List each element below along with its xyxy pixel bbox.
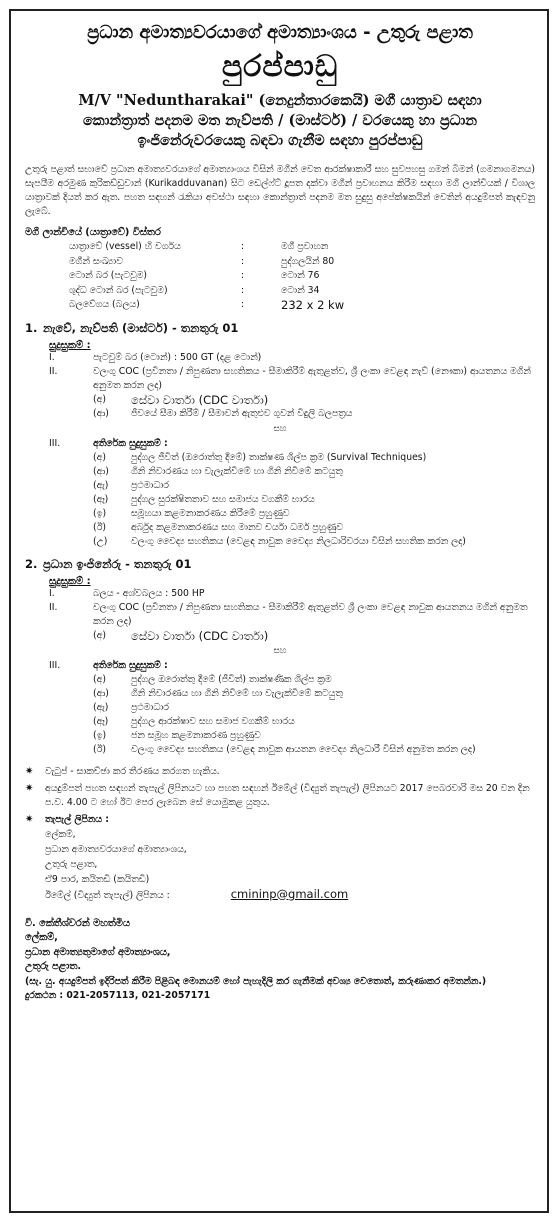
requirement-text: පැටවුම් බර (ටොන්) : 500 GT (දළ ටොන්)	[93, 351, 262, 363]
sub-letter: (ආ)	[93, 687, 109, 699]
signatory-role: ලේකම්,	[25, 932, 58, 943]
sub-letter: (ඇ)	[93, 479, 109, 491]
roman-numeral: I.	[49, 351, 55, 363]
requirement-text: වලංගු COC (ප්‍රවීනතා / නිපුණතා සහතිකය - සීමාකිරීම් ඇතුළත්ව, ශ්‍රී ලංකා වෙළඳ නැව් (නෞකා) ආයතනය මගින් අනුමත කරන ලද)	[93, 365, 531, 391]
position-title: ප්‍රධාන ඉංජිනේරු - තනතුරු 01	[43, 556, 192, 571]
requirement-item	[49, 601, 535, 629]
asterisk-icon: ✷	[25, 765, 34, 777]
asterisk-icon: ✷	[25, 813, 34, 825]
sub-text: සමූහයා කළමනාකරණය කිරීමේ ප්‍රහුණුව	[131, 507, 290, 519]
position-title: නැවේ, නැව්පති (මාස්ටර්) - තනතුරු 01	[43, 320, 239, 335]
sub-item	[93, 407, 535, 421]
title-line-3: ඉංජිනේරුවරයෙකු බඳවා ගැනීම සඳහා පුරප්පාඩු	[137, 132, 423, 149]
roman-numeral: II.	[49, 365, 58, 377]
sub-item	[93, 507, 535, 521]
spec-key: බලවේගය (බලය)	[69, 299, 140, 310]
spec-colon: :	[241, 284, 245, 296]
sub-letter: (ආ)	[93, 465, 109, 477]
spec-row	[69, 269, 535, 284]
spec-key: ටොන් බර (පැටවුම)	[69, 270, 147, 281]
position-number: 2.	[25, 556, 38, 571]
requirement-item	[49, 587, 535, 601]
spec-colon: :	[241, 270, 245, 281]
sub-letter: (ඉ)	[93, 507, 107, 519]
sub-text: සේවා වාර්තා (CDC වාර්තා)	[131, 392, 269, 407]
qualifications-label: සුදුසුකම් :	[49, 575, 91, 587]
roman-numeral: III.	[49, 437, 61, 449]
postal-address-note	[25, 813, 535, 827]
sub-item	[93, 687, 535, 701]
roman-numeral: II.	[49, 601, 58, 613]
title-line-1: M/V "Neduntharakai" (නෙදුන්තාරකෙයි) මගී යාත්‍රාව සඳහා	[78, 92, 482, 109]
sub-item	[93, 493, 535, 507]
spec-value: මගී ප්‍රවාහන	[281, 241, 329, 252]
requirement-item	[49, 437, 535, 451]
spec-value: පුද්ගලයින් 80	[281, 255, 335, 267]
requirement-text: අතිරේක සුදුසුකම් :	[93, 437, 168, 449]
spec-colon: :	[241, 241, 245, 252]
sub-text: ප්‍රථමාධාර	[131, 479, 169, 491]
sub-letter: (අ)	[93, 673, 106, 685]
sub-item	[93, 451, 535, 465]
sub-text: ජීවයේ සීමා කිරීම් / සීමාවන් ඇතුළුව ගුවන් විදුලි බලපත්‍රය	[131, 407, 353, 419]
sub-letter: (ඊ)	[93, 743, 106, 755]
address-line: ලේකම්,	[45, 828, 76, 840]
sub-item	[93, 701, 535, 715]
sub-text: වලංගු වෛද්‍ය සහතිකය (වෙළඳ නාවුක ආයතන වෛද්‍ය නිලධාරී විසින් අනුමත කරන ලද)	[131, 743, 476, 755]
sub-letter: (ආ)	[93, 407, 109, 419]
roman-numeral: I.	[49, 587, 55, 599]
sub-item	[93, 393, 535, 407]
sub-text: වලංගු වෛද්‍ය සහතිකය (වෙළඳ නාවුක වෛද්‍ය නිලධාරිවරයා විසින් සහතික කරන ලද)	[131, 535, 466, 547]
sub-item	[93, 629, 535, 643]
vessel-specs	[69, 240, 535, 313]
sub-letter: (ඈ)	[93, 493, 109, 505]
spec-row	[69, 284, 535, 299]
requirement-text: වලංගු COC (ප්‍රවීනතා / නිපුණතා සහතිකය - සීමාකිරීම් ඇතුළත්ව ශ්‍රී ලංකා වෙළඳ නාවුක ආයතනය මගින් අනුමත කරන ලද)	[93, 601, 528, 627]
email-line	[45, 887, 535, 903]
sub-letter: (ඇ)	[93, 701, 109, 713]
asterisk-icon: ✷	[25, 782, 34, 794]
requirement-item	[49, 659, 535, 673]
spec-colon: :	[241, 255, 245, 267]
sub-text: ගිනි නිවාරණය හා ගිනි නිවීමේ හා වැලැක්වීමේ කටයුතු	[131, 687, 343, 699]
sub-text: ජන සමූහ කළමනාකරණ ප්‍රහුණුව	[131, 729, 261, 741]
roman-numeral: III.	[49, 659, 61, 671]
spec-colon: :	[241, 299, 245, 310]
spec-key: යාත්‍රාවේ (vessel) හි වර්ගය	[69, 241, 181, 252]
note-text: අයදුම්පත් පහත සඳහන් තැපැල් ලිපිනයට හා පහත සඳහන් ඊමේල් (විද්‍යුත් තැපැල්) ලිපිනයට 2017 පෙබරවාරි මස 20 වන දින ප.ව. 4.00 ට හෝ ඊට පෙර ලැබෙන සේ යොමුකළ යුතුය.	[45, 782, 530, 808]
address-line: ඒ9 පාර, කයිතඩි (කයිතඩි)	[45, 873, 150, 885]
signatory-region: උතුරු පළාත.	[25, 961, 82, 972]
sub-text: පුද්ගල ජීවිත් (ඔරොත්තු දීමේ) තාක්ෂණ ශිල්ප ක්‍රම (Survival Techniques)	[131, 451, 427, 463]
spec-row	[69, 255, 535, 270]
intro-paragraph: උතුරු පළාත් සභාවේ ප්‍රධාන අමාත්‍යවරයාගේ අමාත්‍යාංශය විසින් මගීන් වෙත ආරක්ෂාකාරී සහ සුවපහසු ගමන් බිමන් (ගමනාගමනය) සැපයීම අරමුණ කුරිකඩ්ඩුවාන් (Kurikadduvanan) සිට ඩෙල්ෆ්ට් දූපත දක්වා මගීන් ප්‍රවාහනය කිරීම සඳහා මගී ලාන්චියක් / විශාල යාත්‍රාවක් දියත් කර ඇත. පහත සඳහන් රැකියා අවස්ථා සඳහා කොන්ත්‍රාත් පදනම මත සුදුසු අපේක්ෂකයින් වෙතින් අයදුම්පත් කැඳවනු ලැබේ.	[25, 164, 535, 217]
requirement-text: බලය - අශ්වබලය : 500 HP	[93, 587, 205, 599]
spec-key: මගීන් සංඛ්‍යාව	[69, 255, 123, 267]
signatory-org: ප්‍රධාන අමාත්‍යතුමාගේ අමාත්‍යාංශය,	[25, 946, 171, 958]
spec-value: ටොන් 76	[281, 270, 320, 281]
signature-block	[25, 917, 535, 975]
sub-item	[93, 743, 535, 757]
sub-item	[93, 673, 535, 687]
requirement-text: අතිරේක සුදුසුකම් :	[93, 659, 168, 671]
sub-text: අර්බුද කළමනාකරණය සහ මානව චර්යා ධර්ම ප්‍රහුණුව	[131, 521, 344, 533]
email-link[interactable]: cmininp@gmail.com	[230, 886, 349, 901]
sub-item	[93, 479, 535, 493]
inquiry-note: (සැ. යු. අයදුම්පත් ඉදිරිපත් කිරීම පිළිබඳ මොනයම් හෝ පැහැදිලි කර ගැනීමක් අවශ්‍ය වෙතොත්, කරුණාකර අමතන්න.)	[25, 975, 487, 987]
position-number: 1.	[25, 320, 38, 335]
note-text: වැටුප් - සාකච්ඡා කර තීරණය කරගත හැකිය.	[45, 765, 220, 777]
sub-item	[93, 535, 535, 549]
phone-numbers: දුරකථන : 021-2057113, 021-2057171	[25, 989, 211, 1001]
sub-text: ගිනි නිවාරණය හා වැලැක්වීමේ හා ගිනි නිවීමේ කටයුතු	[131, 465, 343, 477]
signatory-name: වී. කේතීශ්වරන් මහත්මිය	[25, 917, 130, 929]
vessel-details-heading: මගී ලාන්චියේ (යාත්‍රාවේ) විස්තර	[25, 227, 161, 238]
requirement-item	[49, 351, 535, 365]
address-line: උතුරු පළාත,	[45, 858, 98, 870]
address-line: ප්‍රධාන අමාත්‍යවරයාගේ අමාත්‍යාංශය,	[45, 843, 187, 855]
spec-value: ටොන් 34	[281, 284, 320, 296]
sub-letter: (උ)	[93, 535, 108, 547]
spec-key: ශුද්ධ ටොන් බර (පැටවුම)	[69, 284, 168, 296]
salary-note	[25, 765, 535, 779]
sub-letter: (ඉ)	[93, 729, 107, 741]
sub-item	[93, 521, 535, 535]
sub-letter: (අ)	[93, 451, 106, 463]
and-separator: සහ	[273, 423, 287, 434]
spec-value: 232 x 2 kw	[281, 298, 345, 312]
sub-text: පුද්ගල ආරක්ෂාව සහ සමාජ වගකීම් භාරය	[131, 715, 295, 727]
position-2-heading	[25, 557, 535, 572]
sub-item	[93, 715, 535, 729]
sub-letter: (ඊ)	[93, 521, 106, 533]
spec-row	[69, 298, 535, 313]
sub-letter: (අ)	[93, 393, 106, 405]
sub-text: සේවා වාර්තා (CDC වාර්තා)	[131, 628, 269, 643]
advertisement-page	[9, 9, 549, 1213]
sub-item	[93, 729, 535, 743]
qualifications-label: සුදුසුකම් :	[49, 339, 91, 351]
sub-text: පුද්ගල ඔරොත්තු දීමේ (ජීවිත්) තාක්ෂණික ශිල්ප ක්‍රම	[131, 673, 332, 685]
deadline-note	[25, 782, 535, 810]
sub-text: පුද්ගල සුරක්ෂිතතාව සහ සමාජය වගකීම් භාරය	[131, 493, 315, 505]
vacancies-heading: පුරප්පාඩු	[221, 49, 339, 84]
postal-address	[45, 827, 535, 903]
email-label: ඊමේල් (විද්‍යුත් තැපැල්) ලිපිනය :	[45, 889, 170, 901]
requirement-item	[49, 365, 535, 393]
sub-letter: (ඈ)	[93, 715, 109, 727]
ministry-heading: ප්‍රධාන අමාත්‍යවරයාගේ අමාත්‍යාංශය - උතුරු පළාත	[87, 22, 473, 43]
spec-row	[69, 240, 535, 255]
sub-letter: (අ)	[93, 629, 106, 641]
and-separator: සහ	[273, 645, 287, 656]
position-1-heading	[25, 321, 535, 336]
sub-text: ප්‍රථමාධාර	[131, 701, 169, 713]
sub-item	[93, 465, 535, 479]
note-text: තැපැල් ලිපිනය :	[45, 813, 109, 825]
title-line-2: කොන්ත්‍රාත් පදනම මත නැව්පති / (මාස්ටර්) / වරයෙකු හා ප්‍රධාන	[82, 112, 478, 129]
